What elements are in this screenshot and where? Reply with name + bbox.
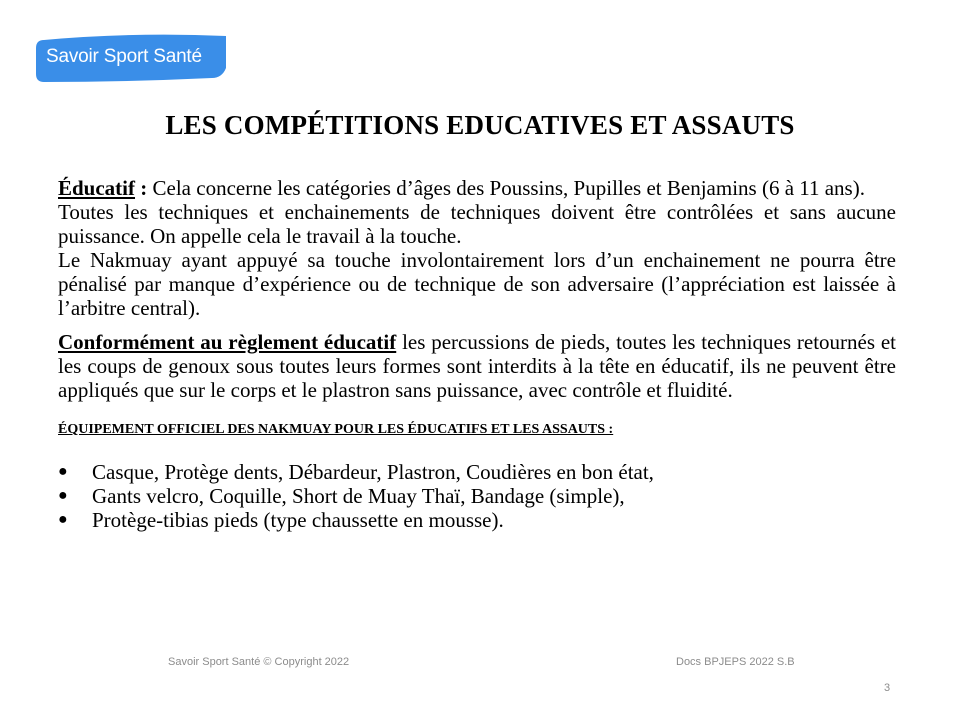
list-item-text: Protège-tibias pieds (type chaussette en mousse).: [92, 508, 504, 532]
paragraph-reglement: [58, 330, 896, 402]
list-item: [58, 484, 896, 508]
equipment-heading: ÉQUIPEMENT OFFICIEL DES NAKMUAY POUR LES ÉDUCATIFS ET LES ASSAUTS :: [58, 422, 614, 437]
educatif-colon: :: [135, 176, 148, 200]
logo-text: Savoir Sport Santé: [46, 46, 202, 67]
footer-copyright: Savoir Sport Santé © Copyright 2022: [168, 656, 350, 668]
bullet-icon: ●: [58, 463, 68, 480]
list-item: [58, 508, 896, 532]
educatif-text: Cela concerne les catégories d’âges des Poussins, Pupilles et Benjamins (6 à 11 ans).: [147, 176, 865, 200]
equipment-list: [58, 460, 896, 532]
page-number: 3: [884, 682, 891, 694]
educatif-lead: Éducatif: [58, 176, 136, 200]
reglement-text: les percussions de pieds, toutes les techniques retournés et les coups de genoux sous toutes leurs formes sont interdits à la tête en éducatif, ils ne peuvent être appliqués que sur le corps et le plastron sans puissance, avec contrôle et fluidité.: [58, 330, 896, 402]
paragraph-nakmuay: Le Nakmuay ayant appuyé sa touche involontairement lors d’un enchainement ne pourra être pénalisé par manque d’expérience ou de technique de son adversaire (l’appréciation est laissée à l’arbitre central).: [58, 248, 896, 320]
paragraph-educatif: [58, 176, 896, 200]
bullet-icon: ●: [58, 511, 68, 528]
paragraph-techniques: Toutes les techniques et enchainements de techniques doivent être contrôlées et sans aucune puissance. On appelle cela le travail à la touche.: [58, 200, 896, 248]
list-item-text: Gants velcro, Coquille, Short de Muay Thaï, Bandage (simple),: [92, 484, 625, 508]
bullet-icon: ●: [58, 487, 68, 504]
main-content: [58, 176, 896, 532]
list-item-text: Casque, Protège dents, Débardeur, Plastron, Coudières en bon état,: [92, 460, 654, 484]
footer-docs: Docs BPJEPS 2022 S.B: [676, 656, 795, 668]
page-title: LES COMPÉTITIONS EDUCATIVES ET ASSAUTS: [165, 110, 795, 140]
reglement-lead: Conformément au règlement éducatif: [58, 330, 397, 354]
list-item: [58, 460, 896, 484]
logo: [36, 34, 228, 82]
